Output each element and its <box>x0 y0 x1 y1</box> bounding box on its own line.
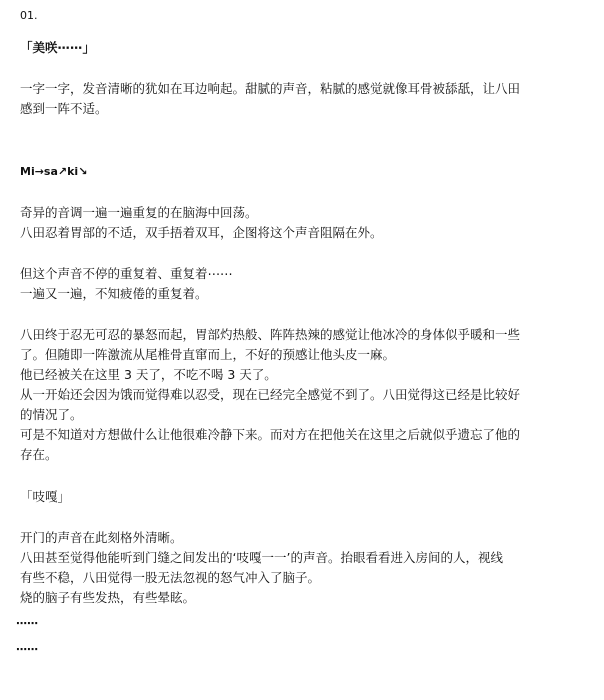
paragraph-line: 奇异的音调一遍一遍重复的在脑海中回荡。 <box>20 205 258 220</box>
paragraph-line: 有些不稳，八田觉得一股无法忽视的怒气冲入了脑子。 <box>20 570 321 585</box>
paragraph-line: 他已经被关在这里 3 天了，不吃不喝 3 天了。 <box>20 367 277 382</box>
misaki-intonation-line: Mi→sa↗ki↘ <box>20 165 88 178</box>
paragraph-line: 八田忍着胃部的不适，双手捂着双耳，企图将这个声音阻隔在外。 <box>20 225 383 240</box>
paragraph-line: 一遍又一遍，不知疲倦的重复着。 <box>20 286 208 301</box>
paragraph-line: 从一开始还会因为饿而觉得难以忍受，现在已经完全感觉不到了。八田觉得这已经是比较好 <box>20 387 521 402</box>
chapter-number: 01. <box>20 9 38 22</box>
paragraph-line: 了。但随即一阵激流从尾椎骨直窜而上，不好的预感让他头皮一麻。 <box>20 347 396 362</box>
dialogue-line-misaki: 「美咲⋯⋯」 <box>20 40 96 55</box>
paragraph-line: 八田甚至觉得他能听到门缝之间发出的‘吱嘎一一’的声音。抬眼看看进入房间的人，视线 <box>20 550 503 565</box>
paragraph-line: 烧的脑子有些发热，有些晕眩。 <box>20 590 196 605</box>
paragraph-line: 一字一字，发音清晰的犹如在耳边响起。甜腻的声音，粘腻的感觉就像耳骨被舔舐，让八田 <box>20 81 521 96</box>
paragraph-line: 开门的声音在此刻格外清晰。 <box>20 530 183 545</box>
paragraph-line: 但这个声音不停的重复着、重复着⋯⋯ <box>20 266 233 281</box>
paragraph-line: 可是不知道对方想做什么让他很难冷静下来。而对方在把他关在这里之后就似乎遗忘了他的 <box>20 427 521 442</box>
paragraph-line: 存在。 <box>20 447 58 462</box>
paragraph-line: 感到一阵不适。 <box>20 101 108 116</box>
dialogue-line-creak: 「吱嘎」 <box>20 489 71 504</box>
paragraph-line: 的情况了。 <box>20 407 83 422</box>
paragraph-line: 八田终于忍无可忍的暴怒而起，胃部灼热般、阵阵热辣的感觉让他冰冷的身体似乎暖和一些 <box>20 327 521 342</box>
ellipsis-line: ⋯⋯ <box>16 643 38 656</box>
ellipsis-line: ⋯⋯ <box>16 617 38 630</box>
